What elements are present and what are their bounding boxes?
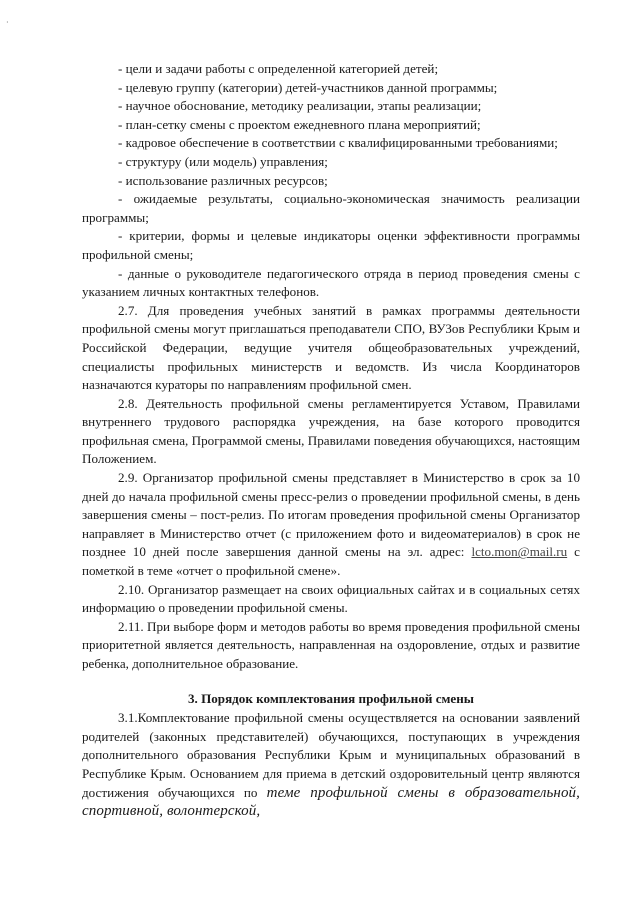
corner-mark: · (6, 18, 9, 27)
paragraph-2-11: 2.11. При выборе форм и методов работы во время проведения профильной смены приоритетной является деятельность, направленная на оздоровление, отдых и развитие ребенка, дополнительное образование. (82, 618, 580, 671)
section-heading: 3. Порядок комплектования профильной смены (187, 690, 475, 706)
paragraph-2-7: 2.7. Для проведения учебных занятий в рамках программы деятельности профильной смены могут приглашаться преподаватели СПО, ВУЗов Республики Крым и Российской Федерации, ведущие учителя общеобразовательных учреждений, специалисты профильных министерств и ведомств. Из числа Координаторов назначаются кураторы по направлениям профильной смен. (82, 302, 580, 393)
list-item: - использование различных ресурсов; (118, 172, 328, 188)
email-link[interactable]: lcto.mon@mail.ru (471, 544, 568, 560)
list-item: - данные о руководителе педагогического отряда в период проведения смены с указанием личных контактных телефонов. (82, 265, 580, 300)
list-item: - научное обоснование, методику реализации, этапы реализации; (118, 98, 482, 114)
paragraph-2-8: 2.8. Деятельность профильной смены регламентируется Уставом, Правилами внутреннего трудового распорядка учреждения, на базе которого проводится профильная смена, Программой смены, Правилами поведения обучающихся, настоящим Положением. (82, 395, 580, 467)
paragraph-2-10: 2.10. Организатор размещает на своих официальных сайтах и в социальных сетях информацию о проведении профильной смены. (82, 581, 580, 616)
paragraph-2-9 (82, 469, 580, 581)
list-item: - ожидаемые результаты, социально-экономическая значимость реализации программы; (82, 191, 580, 225)
paragraph-3-1-italic: теме профильной смены в образовательной, спортивной, волонтерской, (82, 784, 581, 820)
list-item: - цели и задачи работы с определенной категорией детей; (118, 61, 439, 76)
list-item: - целевую группу (категории) детей-участников данной программы; (118, 79, 498, 95)
list-item: - кадровое обеспечение в соответствии с квалифицированными требованиями; (118, 135, 558, 151)
document-body (82, 60, 580, 821)
paragraph-2-9-tail: с пометкой в теме «отчет о профильной смене». (82, 544, 580, 579)
paragraph-3-1-text: 3.1.Комплектование профильной смены осуществляется на основании заявлений родителей (законных представителей) обучающихся, поступающих в учреждения дополнительного образования Республики Крым и муниципальных образований в Республике Крым. Основанием для приема в детский оздоровительный центр являются достижения обучающихся по (82, 710, 580, 800)
paragraph-2-9-text: 2.9. Организатор профильной смены представляет в Министерство в срок за 10 дней до начала профильной смены пресс-релиз о проведении профильной смены, в день завершения смены – пост-релиз. По итогам проведения профильной смены Организатор направляет в Министерство отчет (с приложением фото и видеоматериалов) в срок не позднее 10 дней после завершения данной смены на эл. адрес: (82, 470, 580, 560)
list-item: - план-сетку смены с проектом ежедневного плана мероприятий; (118, 116, 481, 132)
list-item: - критерии, формы и целевые индикаторы оценки эффективности программы профильной смены; (82, 228, 580, 262)
list-item: - структуру (или модель) управления; (118, 153, 328, 169)
paragraph-3-1 (82, 709, 580, 821)
